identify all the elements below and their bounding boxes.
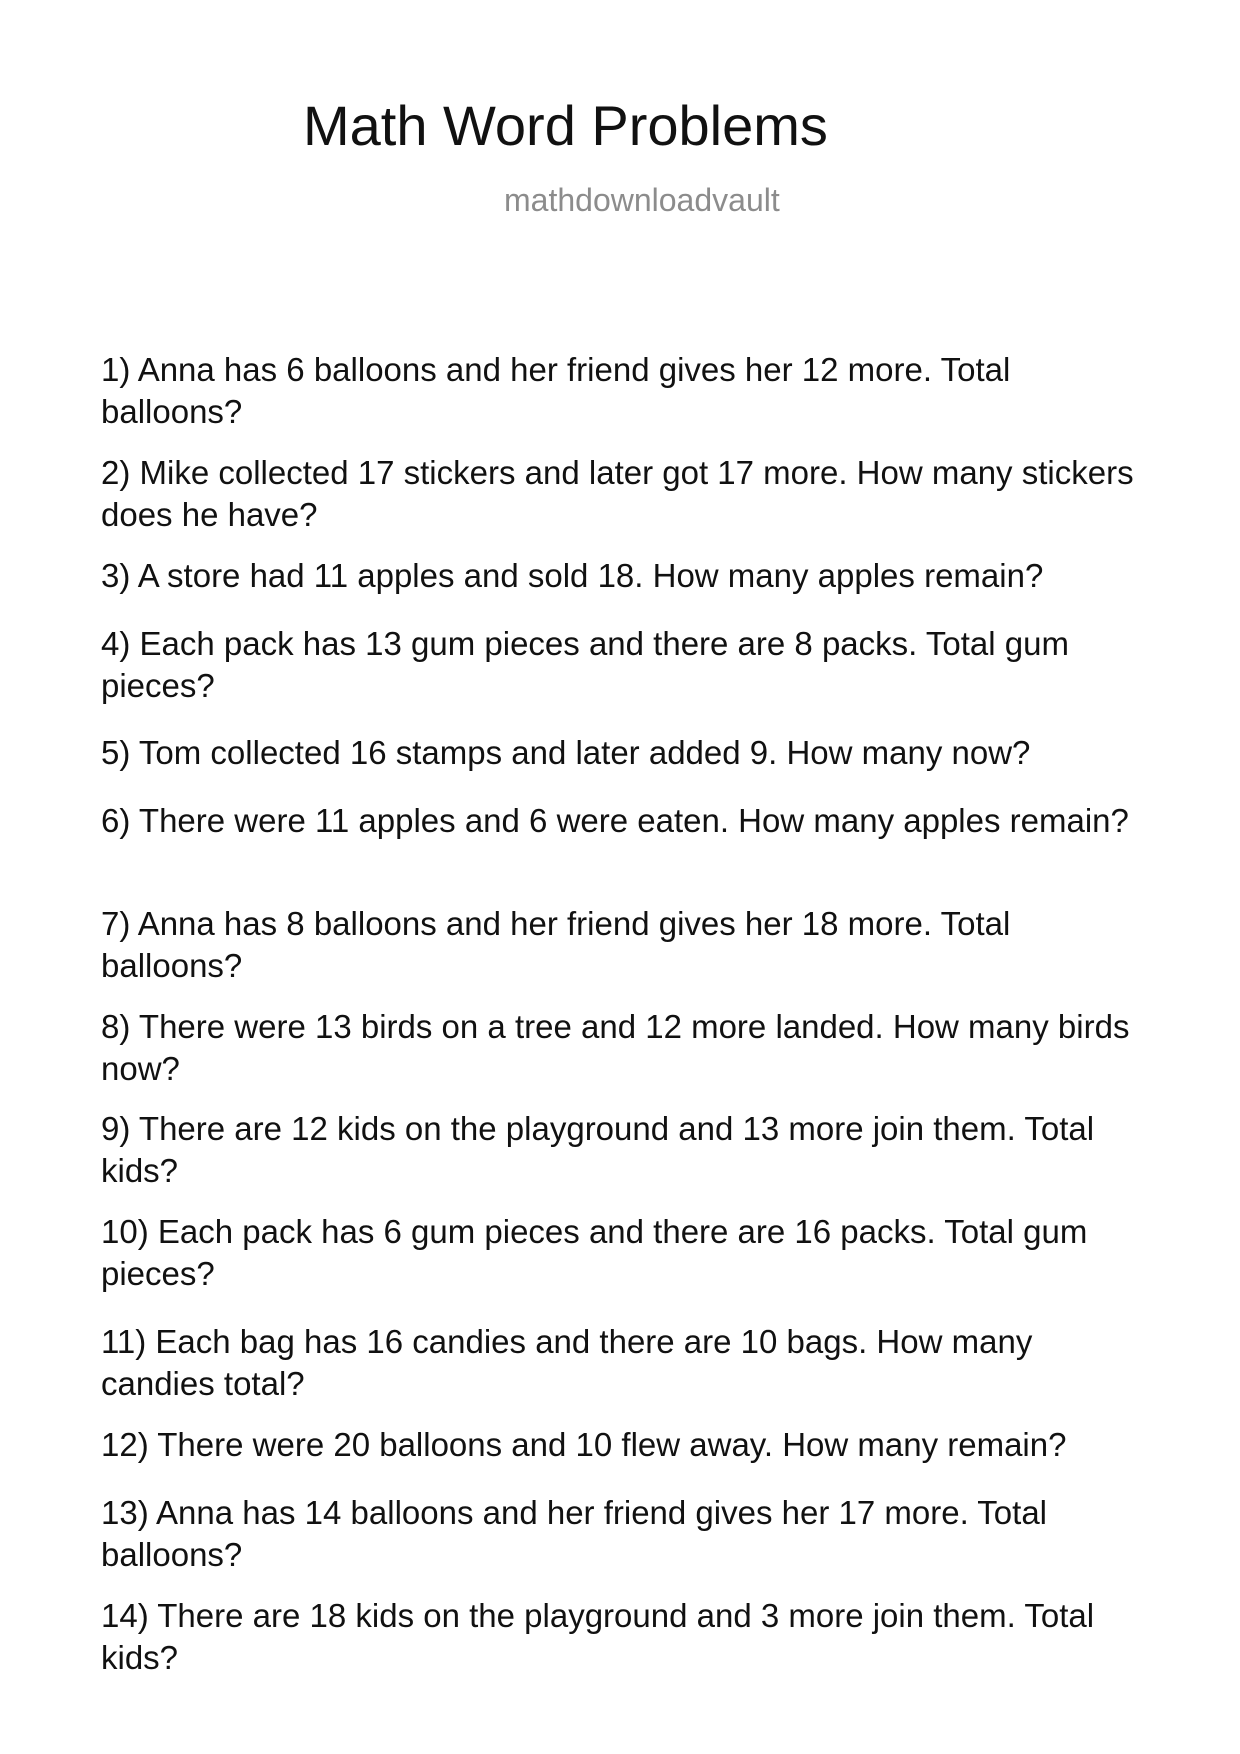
problem-item-6: 6) There were 11 apples and 6 were eaten. How many apples remain?: [101, 802, 1129, 839]
problem-item-1: 1) Anna has 6 balloons and her friend gives her 12 more. Total balloons?: [101, 351, 1011, 430]
problem-item-12: 12) There were 20 balloons and 10 flew away. How many remain?: [101, 1426, 1067, 1463]
problem-item-13: 13) Anna has 14 balloons and her friend gives her 17 more. Total balloons?: [101, 1494, 1048, 1573]
page-subtitle: mathdownloadvault: [504, 182, 780, 218]
problem-item-2: 2) Mike collected 17 stickers and later got 17 more. How many stickers does he have?: [101, 454, 1134, 533]
problem-item-5: 5) Tom collected 16 stamps and later added 9. How many now?: [101, 734, 1031, 771]
page-title: Math Word Problems: [303, 94, 828, 157]
problem-item-10: 10) Each pack has 6 gum pieces and there are 16 packs. Total gum pieces?: [101, 1213, 1088, 1292]
problem-item-11: 11) Each bag has 16 candies and there are 10 bags. How many candies total?: [101, 1323, 1033, 1402]
problem-item-8: 8) There were 13 birds on a tree and 12 more landed. How many birds now?: [101, 1008, 1130, 1087]
problem-item-3: 3) A store had 11 apples and sold 18. How many apples remain?: [101, 557, 1044, 594]
problem-item-9: 9) There are 12 kids on the playground and 13 more join them. Total kids?: [101, 1110, 1095, 1189]
problem-item-14: 14) There are 18 kids on the playground and 3 more join them. Total kids?: [101, 1597, 1095, 1676]
problem-item-4: 4) Each pack has 13 gum pieces and there are 8 packs. Total gum pieces?: [101, 625, 1069, 704]
problem-item-7: 7) Anna has 8 balloons and her friend gives her 18 more. Total balloons?: [101, 905, 1011, 984]
